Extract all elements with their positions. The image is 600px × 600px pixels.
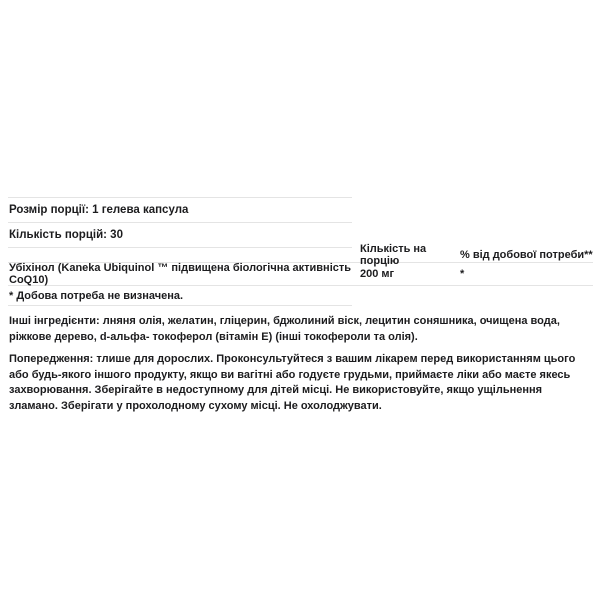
serving-size-row <box>0 198 352 222</box>
footnote-row <box>0 286 594 305</box>
daily-value-footnote: * Добова потреба не визначена. <box>9 289 184 302</box>
header-daily-value: % від добової потреби** <box>460 249 593 261</box>
other-ingredients-paragraph: Інші інгредієнти: лняня олія, желатин, гліцерин, бджолиний віск, лецитин соняшника, очищена вода, ріжкове дерево, d-альфа- токоферол (вітамін Е) (інші токофероли та олія). <box>9 315 560 343</box>
ingredient-amount: 200 мг <box>360 268 395 280</box>
divider <box>8 305 352 306</box>
header-amount-per-serving: Кількість на порцію <box>360 243 427 267</box>
servings-per-container-text: Кількість порцій: 30 <box>9 229 123 241</box>
facts-table-header-row <box>0 243 594 267</box>
ingredient-daily-value: * <box>460 268 465 280</box>
table-row <box>0 263 594 285</box>
warnings-paragraph: Попередження: тлише для дорослих. Проконсультуйтеся з вашим лікарем перед використанням цього або будь-якого іншого продукту, якщо ви вагітні або годуєте грудьми, приймаєте ліки або маєте якесь захворювання. Зберігайте в недоступному для дітей місці. Не використовуйте, якщо ущільнення зламано. Зберігати у прохолодному сухому місці. Не охолоджувати. <box>9 353 576 412</box>
supplement-facts-panel <box>0 197 600 414</box>
ingredient-name: Убіхінол (Kaneka Ubiquinol ™ підвищена біологічна активність CoQ10) <box>9 262 352 286</box>
servings-per-container-row <box>0 223 352 247</box>
serving-size-text: Розмір порції: 1 гелева капсула <box>9 204 189 216</box>
